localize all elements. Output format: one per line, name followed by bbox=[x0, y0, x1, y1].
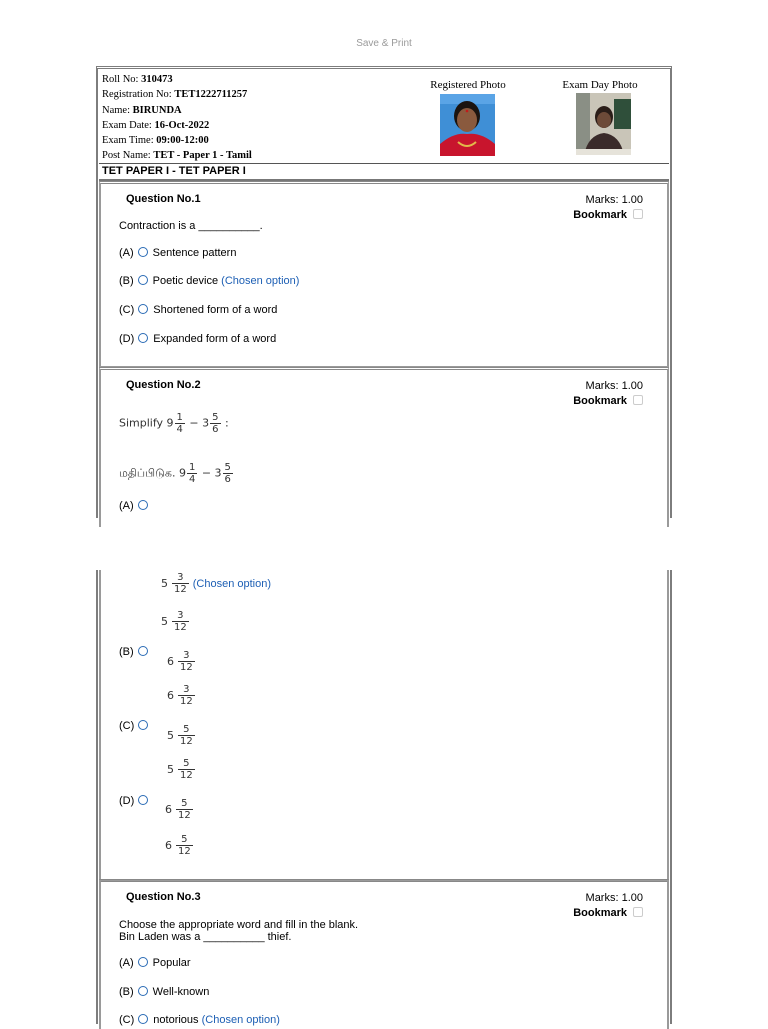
radio-button[interactable] bbox=[138, 304, 148, 314]
option-b-answer bbox=[167, 650, 196, 673]
candidate-header bbox=[99, 69, 669, 164]
marks-info bbox=[573, 379, 643, 409]
numerator: 5 bbox=[212, 412, 219, 423]
denominator: 12 bbox=[180, 736, 193, 747]
bookmark-checkbox[interactable] bbox=[633, 395, 643, 405]
numerator: 1 bbox=[188, 462, 196, 473]
radio-button[interactable] bbox=[138, 275, 148, 285]
chosen-option-tag: (Chosen option) bbox=[192, 577, 272, 590]
radio-button[interactable] bbox=[138, 247, 148, 257]
denominator: 12 bbox=[180, 662, 193, 673]
chosen-option-tag: (Chosen option) bbox=[221, 275, 300, 287]
exam-day-photo bbox=[576, 93, 631, 155]
bookmark-checkbox[interactable] bbox=[633, 907, 643, 917]
denominator: 4 bbox=[176, 424, 183, 435]
question-text-line-1: Choose the appropriate word and fill in the blank. bbox=[119, 919, 359, 931]
candidate-details bbox=[102, 72, 252, 164]
radio-button[interactable] bbox=[138, 720, 148, 730]
bookmark-label: Bookmark bbox=[573, 395, 627, 407]
fraction bbox=[172, 610, 189, 633]
option-b[interactable] bbox=[119, 275, 299, 287]
question-number: Question No.2 bbox=[126, 379, 201, 391]
option-letter: (B) bbox=[119, 275, 134, 287]
option-c[interactable] bbox=[119, 1014, 280, 1026]
option-text: Poetic device bbox=[152, 275, 219, 287]
whole-number: 9 bbox=[166, 416, 174, 430]
option-text: Expanded form of a word bbox=[153, 333, 277, 345]
radio-button[interactable] bbox=[138, 333, 148, 343]
operator: − 3 bbox=[189, 416, 210, 430]
radio-button[interactable] bbox=[138, 1014, 148, 1024]
whole-number: 6 bbox=[167, 689, 174, 702]
expression-prefix: மதிப்பிடுக. bbox=[119, 466, 176, 480]
question-number: Question No.3 bbox=[126, 891, 201, 903]
denominator: 12 bbox=[178, 810, 191, 821]
option-d[interactable] bbox=[119, 333, 276, 345]
fraction bbox=[176, 834, 193, 857]
denominator: 12 bbox=[178, 846, 191, 857]
question-expression-tamil bbox=[119, 462, 234, 485]
denominator: 6 bbox=[224, 474, 231, 485]
option-a[interactable] bbox=[119, 957, 191, 969]
marks-label: Marks: 1.00 bbox=[585, 194, 643, 206]
option-c-answer bbox=[167, 724, 196, 747]
roll-label: Roll No: bbox=[102, 74, 142, 85]
whole-number: 5 bbox=[161, 615, 168, 628]
marks-label: Marks: 1.00 bbox=[585, 380, 643, 392]
post-name-label: Post Name: bbox=[102, 150, 154, 162]
radio-button[interactable] bbox=[138, 795, 148, 805]
option-text: notorious bbox=[153, 1014, 199, 1026]
operator: − 3 bbox=[201, 466, 222, 480]
option-a-answer bbox=[161, 572, 271, 595]
option-a-answer-repeat bbox=[161, 610, 190, 633]
option-b[interactable] bbox=[119, 646, 153, 658]
option-letter: (C) bbox=[119, 1014, 135, 1026]
whole-number: 5 bbox=[161, 577, 168, 590]
whole-number: 5 bbox=[167, 729, 174, 742]
question-number: Question No.1 bbox=[126, 193, 201, 205]
numerator: 5 bbox=[224, 462, 231, 473]
roll-number: 310473 bbox=[141, 74, 173, 85]
question-text bbox=[119, 919, 358, 943]
whole-number: 6 bbox=[167, 655, 174, 668]
marks-info bbox=[573, 891, 643, 921]
registration-label: Registration No: bbox=[102, 89, 175, 101]
fraction bbox=[187, 462, 197, 485]
exam-time: 09:00-12:00 bbox=[156, 135, 209, 147]
whole-number: 6 bbox=[165, 803, 172, 816]
exam-time-label: Exam Time: bbox=[102, 135, 157, 147]
numerator: 1 bbox=[176, 412, 183, 423]
option-text: Popular bbox=[152, 957, 191, 969]
numerator: 5 bbox=[178, 724, 195, 736]
numerator: 3 bbox=[172, 572, 189, 584]
option-a[interactable] bbox=[119, 500, 153, 512]
radio-button[interactable] bbox=[138, 986, 148, 996]
numerator: 3 bbox=[178, 684, 195, 696]
registered-photo-label: Registered Photo bbox=[430, 79, 506, 91]
candidate-name: BIRUNDA bbox=[132, 104, 182, 116]
option-letter: (B) bbox=[119, 646, 134, 658]
option-text: Well-known bbox=[152, 986, 210, 998]
exam-date: 16-Oct-2022 bbox=[154, 119, 210, 131]
option-c[interactable] bbox=[119, 304, 277, 316]
fraction bbox=[223, 462, 233, 485]
whole-number: 6 bbox=[165, 839, 172, 852]
fraction bbox=[176, 798, 193, 821]
question-card-2 bbox=[99, 367, 669, 527]
registered-photo bbox=[440, 94, 495, 156]
option-b-answer-repeat bbox=[167, 684, 196, 707]
radio-button[interactable] bbox=[138, 500, 148, 510]
option-text: Shortened form of a word bbox=[153, 304, 278, 316]
denominator: 12 bbox=[180, 696, 193, 707]
option-a[interactable] bbox=[119, 247, 236, 259]
option-letter: (A) bbox=[119, 957, 134, 969]
numerator: 5 bbox=[178, 758, 195, 770]
option-letter: (B) bbox=[119, 986, 134, 998]
response-sheet-page-1 bbox=[96, 66, 672, 518]
chosen-option-tag: (Chosen option) bbox=[201, 1014, 280, 1026]
bookmark-label: Bookmark bbox=[573, 209, 627, 221]
option-d-answer-repeat bbox=[165, 834, 194, 857]
numerator: 3 bbox=[172, 610, 189, 622]
question-card-3 bbox=[99, 879, 669, 1029]
fraction bbox=[172, 572, 189, 595]
numerator: 5 bbox=[176, 834, 193, 846]
expression-prefix: Simplify bbox=[119, 416, 164, 430]
denominator: 4 bbox=[188, 474, 196, 485]
option-d-answer bbox=[165, 798, 194, 821]
fraction bbox=[178, 650, 195, 673]
denominator: 12 bbox=[180, 770, 193, 781]
response-sheet-page-2 bbox=[96, 570, 672, 1024]
colon: : bbox=[225, 416, 229, 430]
fraction bbox=[178, 724, 195, 747]
numerator: 3 bbox=[178, 650, 195, 662]
name-label: Name: bbox=[102, 104, 133, 116]
bookmark-checkbox[interactable] bbox=[633, 209, 643, 219]
marks-info bbox=[573, 193, 643, 223]
question-text: Contraction is a __________. bbox=[119, 220, 263, 232]
denominator: 12 bbox=[174, 622, 187, 633]
question-card-1 bbox=[99, 181, 669, 368]
bookmark-label: Bookmark bbox=[573, 907, 627, 919]
option-c[interactable] bbox=[119, 720, 153, 732]
whole-number: 5 bbox=[167, 763, 174, 776]
fraction bbox=[178, 758, 195, 781]
whole-number: 9 bbox=[178, 466, 186, 480]
option-letter: (A) bbox=[119, 500, 134, 512]
question-expression-english bbox=[119, 412, 229, 435]
marks-label: Marks: 1.00 bbox=[585, 892, 643, 904]
option-b[interactable] bbox=[119, 986, 209, 998]
post-name: TET - Paper 1 - Tamil bbox=[153, 150, 252, 162]
fraction bbox=[178, 684, 195, 707]
question-card-2-continued bbox=[99, 570, 669, 882]
denominator: 12 bbox=[174, 584, 187, 595]
fraction bbox=[210, 412, 220, 435]
option-letter: (D) bbox=[119, 795, 135, 807]
option-letter: (C) bbox=[119, 720, 135, 732]
radio-button[interactable] bbox=[138, 646, 148, 656]
option-c-answer-repeat bbox=[167, 758, 196, 781]
numerator: 5 bbox=[176, 798, 193, 810]
paper-title: TET PAPER I - TET PAPER I bbox=[99, 164, 669, 181]
radio-button[interactable] bbox=[138, 957, 148, 967]
exam-date-label: Exam Date: bbox=[102, 119, 155, 131]
option-d[interactable] bbox=[119, 795, 153, 807]
option-letter: (C) bbox=[119, 304, 135, 316]
exam-day-photo-label: Exam Day Photo bbox=[562, 79, 638, 91]
option-text: Sentence pattern bbox=[152, 247, 237, 259]
registration-number: TET1222711257 bbox=[174, 89, 248, 101]
fraction bbox=[175, 412, 185, 435]
option-letter: (D) bbox=[119, 333, 135, 345]
option-letter: (A) bbox=[119, 247, 134, 259]
question-text-line-2: Bin Laden was a __________ thief. bbox=[119, 931, 292, 943]
denominator: 6 bbox=[212, 424, 219, 435]
save-print-link[interactable]: Save & Print bbox=[356, 38, 412, 49]
